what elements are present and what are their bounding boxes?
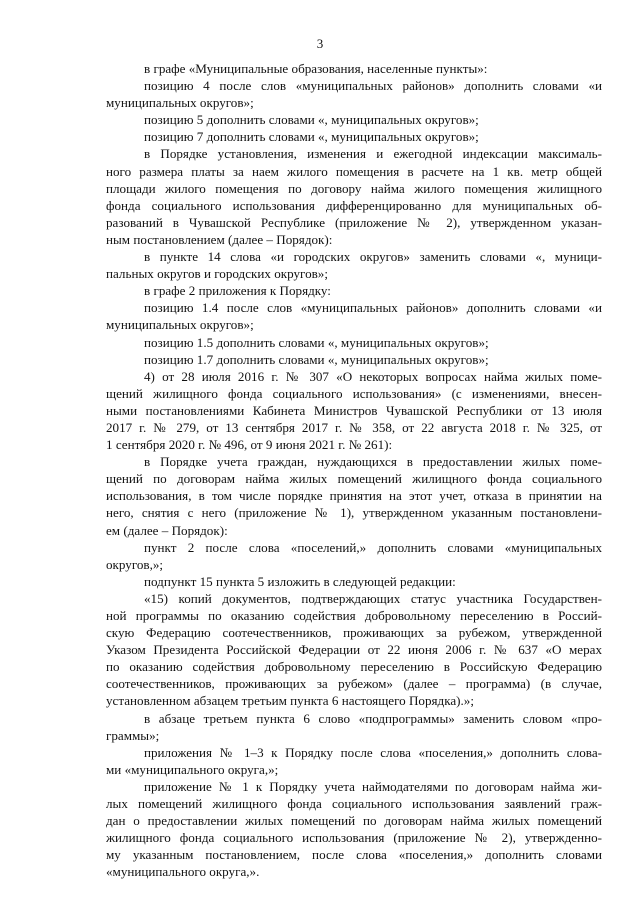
text-line: позицию 1.7 дополнить словами «, муниципальных округов»; — [144, 351, 489, 367]
text-line: в пункте 14 слова «и городских округов» заменить словами «, муници- — [144, 249, 602, 265]
text-line: фонда социального использования дифференцированно для муниципальных об- — [106, 197, 602, 213]
text-line: разований в Чувашской Республике (приложение № 2), утвержденном указан- — [106, 214, 602, 230]
text-line: пункт 2 после слова «поселений,» дополнить словами «муниципальных — [144, 539, 602, 555]
text-line: него, снятия с него (приложение № 1), утвержденном указанным постановлени- — [106, 505, 602, 521]
text-line: ными постановлениями Кабинета Министров Чувашской Республики от 13 июля — [106, 402, 602, 418]
text-line: муниципальных округов»; — [106, 95, 254, 111]
text-line: позицию 7 дополнить словами «, муниципальных округов»; — [144, 129, 479, 145]
text-line: щений жилищного фонда социального использования» (с изменениями, внесен- — [106, 385, 602, 401]
text-line: ем (далее – Порядок): — [106, 522, 228, 538]
text-line: 1 сентября 2020 г. № 496, от 9 июня 2021 г. № 261): — [106, 437, 393, 453]
text-line: 4) от 28 июля 2016 г. № 307 «О некоторых вопросах найма жилых поме- — [144, 368, 602, 384]
text-line: подпункт 15 пункта 5 изложить в следующей редакции: — [144, 573, 456, 589]
text-line: «муниципального округа,». — [106, 864, 260, 880]
text-line: граммы»; — [106, 727, 160, 743]
text-line: в Порядке установления, изменения и ежегодной индексации максималь- — [144, 146, 602, 162]
text-line: ного размера платы за наем жилого помещения в расчете на 1 кв. метр общей — [106, 163, 602, 179]
text-line: позицию 1.4 после слов «муниципальных районов» дополнить словами «и — [144, 300, 602, 316]
text-line: ным постановлением (далее – Порядок): — [106, 231, 333, 247]
text-line: позицию 1.5 дополнить словами «, муниципальных округов»; — [144, 334, 489, 350]
text-line: по оказанию содействия добровольному переселению в Российскую Федерацию — [106, 659, 602, 675]
text-line: щений по договорам найма жилых помещений жилищного фонда социального — [106, 471, 602, 487]
text-line: Указом Президента Российской Федерации от 22 июня 2006 г. № 637 «О мерах — [106, 642, 602, 658]
text-line: соотечественников, проживающих за рубежом» (далее – программа) (в случае, — [106, 676, 602, 692]
text-line: 2017 г. № 279, от 13 сентября 2017 г. № 358, от 22 августа 2018 г. № 325, от — [106, 419, 602, 435]
text-line: приложения № 1–3 к Порядку после слова «поселения,» дополнить слова- — [144, 744, 602, 760]
text-line: позицию 5 дополнить словами «, муниципальных округов»; — [144, 112, 479, 128]
text-line: установленном абзацем третьим пункта 6 настоящего Порядка).»; — [106, 693, 474, 709]
text-line: жилищного фонда социального использования (приложение № 2), утвержденно- — [106, 830, 602, 846]
text-line: в графе 2 приложения к Порядку: — [144, 283, 331, 299]
text-line: площади жилого помещения по договору найма жилого помещения жилищного — [106, 180, 602, 196]
text-line: дан о предоставлении жилых помещений по договорам найма жилых помещений — [106, 813, 602, 829]
document-body — [106, 60, 602, 881]
text-line: пальных округов и городских округов»; — [106, 266, 328, 282]
text-line: му указанным постановлением, после слова «поселения,» дополнить словами — [106, 847, 602, 863]
text-line: в абзаце третьем пункта 6 слово «подпрограммы» заменить словом «про- — [144, 710, 602, 726]
text-line: «15) копий документов, подтверждающих статус участника Государствен- — [144, 590, 602, 606]
text-line: позицию 4 после слов «муниципальных районов» дополнить словами «и — [144, 78, 602, 94]
page-number: 3 — [316, 36, 324, 51]
text-line: лых помещений жилищного фонда социального использования заявлений граж- — [106, 796, 602, 812]
text-line: ми «муниципального округа,»; — [106, 761, 279, 777]
text-line: в Порядке учета граждан, нуждающихся в предоставлении жилых поме- — [144, 454, 602, 470]
text-line: скую Федерацию соотечественников, проживающих за рубежом, утвержденной — [106, 625, 602, 641]
text-line: приложение № 1 к Порядку учета наймодателями по договорам найма жи- — [144, 778, 602, 794]
text-line: использования, в том числе порядке принятия на этот учет, отказа в принятии на — [106, 488, 602, 504]
text-line: ной программы по оказанию содействия добровольному переселению в Россий- — [106, 608, 602, 623]
text-line: округов,»; — [106, 556, 164, 572]
text-line: в графе «Муниципальные образования, населенные пункты»: — [144, 61, 488, 76]
text-line: муниципальных округов»; — [106, 317, 254, 333]
